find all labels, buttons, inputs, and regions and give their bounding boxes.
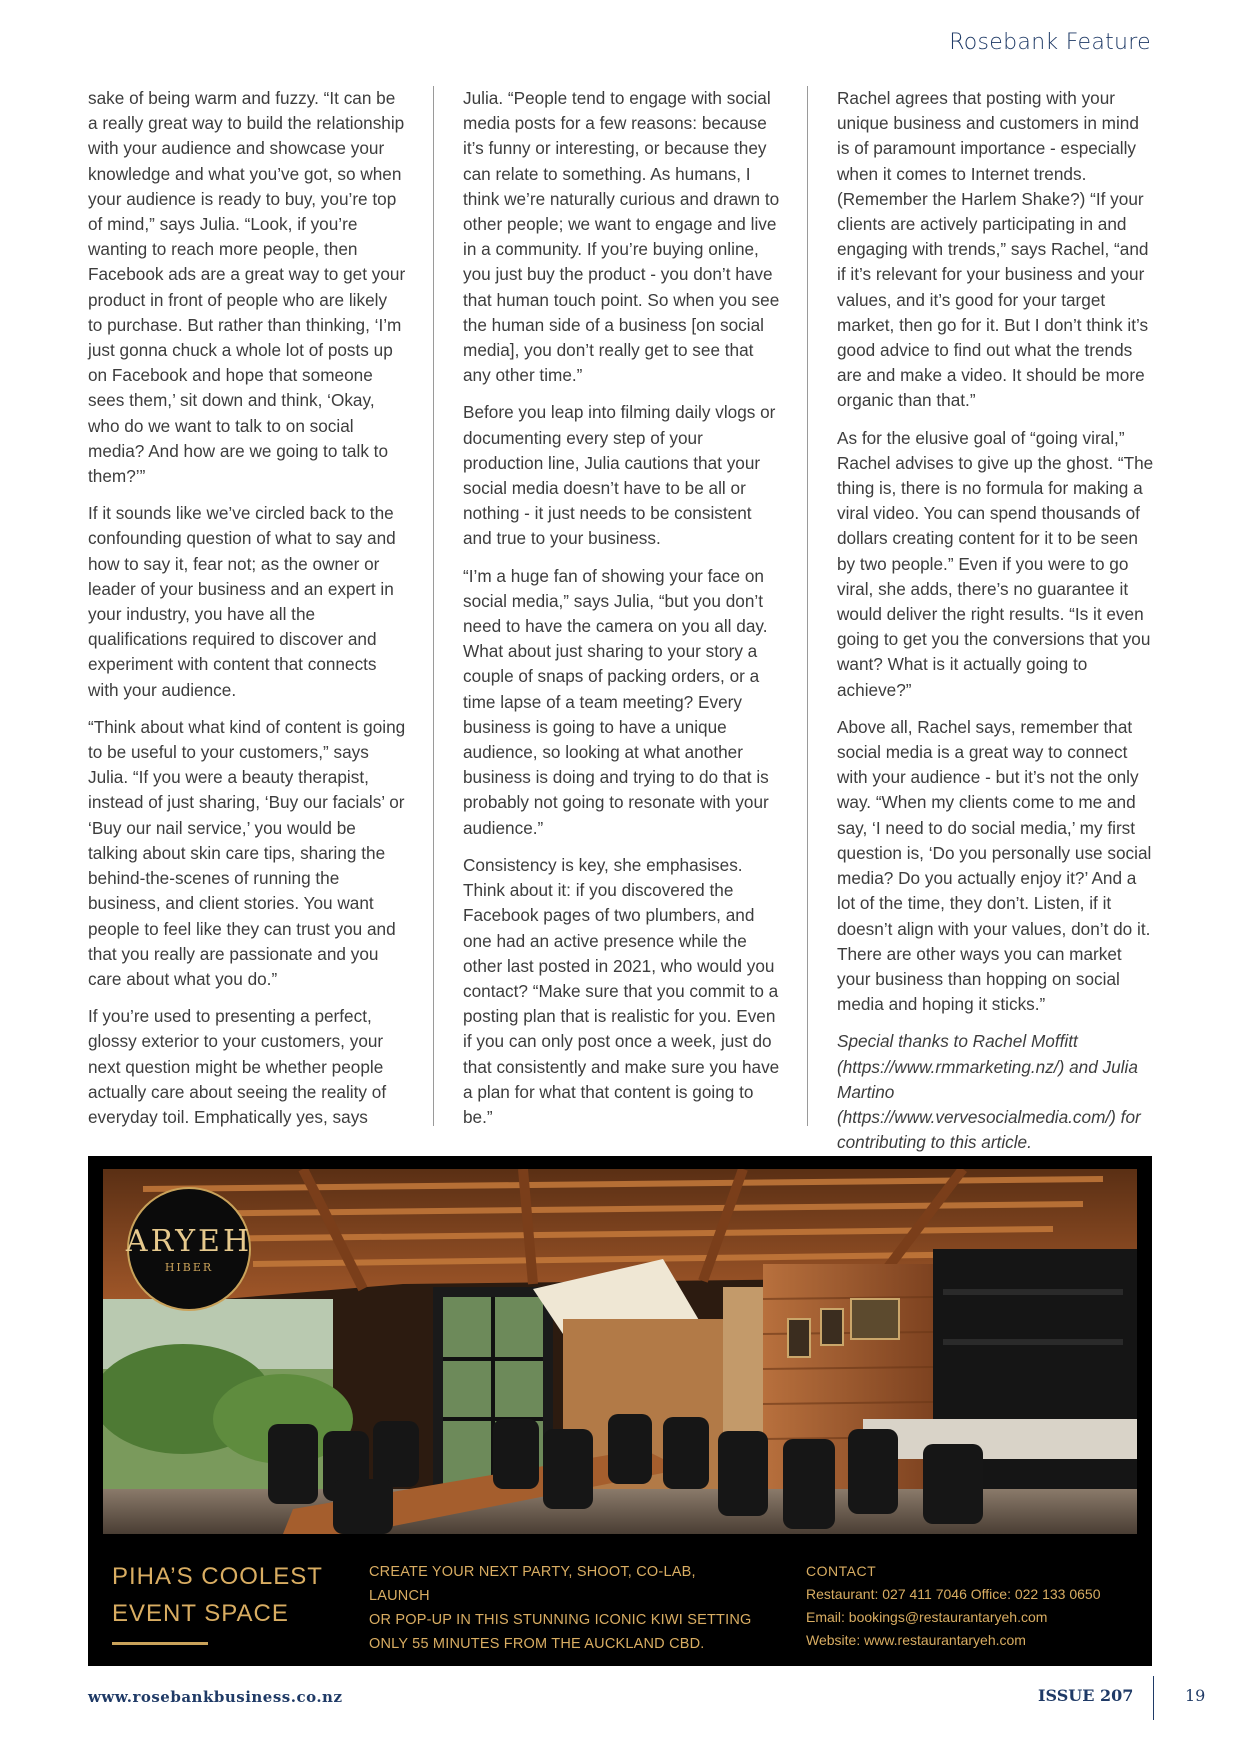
headline-line: EVENT SPACE <box>112 1600 289 1627</box>
paragraph: If it sounds like we’ve circled back to the confounding question of what to say and how to say it, fear not; as the owner or leader of your business and an expert in your industry, you have all the qualifications required to discover and experiment with content that connects with your audience. <box>88 503 396 700</box>
paragraph: Before you leap into filming daily vlogs or documenting every step of your production line, Julia cautions that your social media doesn’t have to be all or nothing - it just needs to be consistent and true to your business. <box>463 402 776 549</box>
headline-line: PIHA’S COOLEST <box>112 1563 323 1590</box>
restaurant-advertisement[interactable] <box>88 1156 1152 1666</box>
paragraph: If you’re used to presenting a perfect, glossy exterior to your customers, your next question might be whether people actually care about seeing the reality of everyday toil. Emphatically yes, says <box>88 1006 387 1127</box>
page-number: 19 <box>1185 1686 1206 1705</box>
paragraph: Consistency is key, she emphasises. Think about it: if you discovered the Facebook pages of two plumbers, and one had an active presence while the other last posted in 2021, who would you contact? “Make sure that you commit to a posting plan that is realistic for you. Even if you can only post once a week, just do that consistently and make sure you have a plan for what that content is going to be.” <box>463 854 780 1127</box>
footer-website-link[interactable]: www.rosebankbusiness.co.nz <box>88 1688 343 1706</box>
logo-name: ARYEH <box>125 1224 253 1259</box>
paragraph: “I’m a huge fan of showing your face on social media,” says Julia, “but you don’t need to have the camera on you all day. What about just sharing to your story a couple of snaps of packing orders, or a time lapse of a team meeting? Every business is going to have a unique audience, so looking at what another business is doing and trying to do that is probably not going to resonate with your audience.” <box>463 565 769 838</box>
paragraph: Rachel agrees that posting with your unique business and customers in mind is of paramount importance - especially when it comes to Internet trends. (Remember the Harlem Shake?) “If your clients are actively participating in and engaging with trends,” says Rachel, “and if it’s relevant for your business and your values, and it’s good for your target market, then go for it. But I don’t think it’s good advice to find out what the trends are and make a video. It should be more organic than that.” <box>837 88 1149 411</box>
paragraph: “Think about what kind of content is going to be useful to your customers,” says Julia. “If you were a beauty therapist, instead of just sharing, ‘Buy our facials’ or ‘Buy our nail service,’ you would be talking about skin care tips, sharing the behind-the-scenes of running the business, and client stories. You want people to feel like they can trust you and that you really are passionate and you care about what you do.” <box>88 716 406 989</box>
ad-contact <box>806 1560 1136 1652</box>
paragraph: Above all, Rachel says, remember that social media is a great way to connect with your audience - but it’s not the only way. “When my clients come to me and say, ‘I need to do social media,’ my first question is, ‘Do you personally use social media? Do you actually enjoy it?’ And a lot of the time, they don’t. Listen, if it doesn’t align with your values, don’t do it. There are other ways you can market your business than hopping on social media and hoping it sticks.” <box>837 716 1152 1015</box>
logo-subtitle: HIBER <box>164 1261 214 1274</box>
headline-underline <box>112 1642 208 1645</box>
tagline-line: ONLY 55 MINUTES FROM THE AUCKLAND CBD. <box>369 1636 705 1652</box>
article-column-1 <box>88 86 406 1142</box>
restaurant-interior-photo <box>103 1169 1137 1534</box>
paragraph: As for the elusive goal of “going viral,” Rachel advises to give up the ghost. “The thing is, there is no formula for making a viral video. You can spend thousands of dollars creating content for it to be seen by two people.” Even if you were to go viral, she adds, there’s no guarantee it would deliver the right results. “Is it even going to get you the conversions that you want? What is it actually going to achieve?” <box>837 427 1154 700</box>
contact-phone[interactable]: Restaurant: 027 411 7046 Office: 022 133 0650 <box>806 1586 1101 1602</box>
article-credits: Special thanks to Rachel Moffitt (https://www.rmmarketing.nz/) and Julia Martino (https://www.vervesocialmedia.com/) for contributing to this article. <box>837 1031 1141 1153</box>
contact-website[interactable]: Website: www.restaurantaryeh.com <box>806 1632 1026 1648</box>
paragraph: sake of being warm and fuzzy. “It can be a really great way to build the relationship with your audience and showcase your knowledge and what you’ve got, so when your audience is ready to buy, you’re top of mind,” says Julia. “Look, if you’re wanting to reach more people, then Facebook ads are a great way to get your product in front of people who are likely to purchase. But rather than thinking, ‘I’m just gonna chuck a whole lot of posts up on Facebook and hope that someone sees them,’ sit down and think, ‘Okay, who do we want to talk to on social media? And how are we going to talk to them?’” <box>88 88 406 487</box>
article-body <box>88 86 1154 1153</box>
tagline-line: CREATE YOUR NEXT PARTY, SHOOT, CO-LAB, LAUNCH <box>369 1564 696 1604</box>
issue-number: ISSUE 207 <box>1038 1686 1134 1705</box>
section-title: Rosebank Feature <box>949 30 1151 55</box>
aryeh-logo <box>127 1187 251 1311</box>
contact-title: CONTACT <box>806 1563 877 1579</box>
article-column-3 <box>837 86 1155 1167</box>
tagline-line: OR POP-UP IN THIS STUNNING ICONIC KIWI SETTING <box>369 1612 752 1628</box>
article-column-2 <box>463 86 781 1142</box>
contact-email[interactable]: Email: bookings@restaurantaryeh.com <box>806 1609 1048 1625</box>
paragraph: Julia. “People tend to engage with social media posts for a few reasons: because it’s funny or interesting, or because they can relate to something. As humans, I think we’re naturally curious and drawn to other people; we want to engage and live in a community. If you’re buying online, you just buy the product - you don’t have that human touch point. So when you see the human side of a business [on social media], you don’t really get to see that any other time.” <box>463 88 780 386</box>
column-divider <box>807 86 808 1126</box>
column-divider <box>433 86 434 1126</box>
footer-divider <box>1153 1676 1154 1720</box>
ad-tagline <box>369 1560 759 1656</box>
ad-headline <box>112 1558 332 1632</box>
